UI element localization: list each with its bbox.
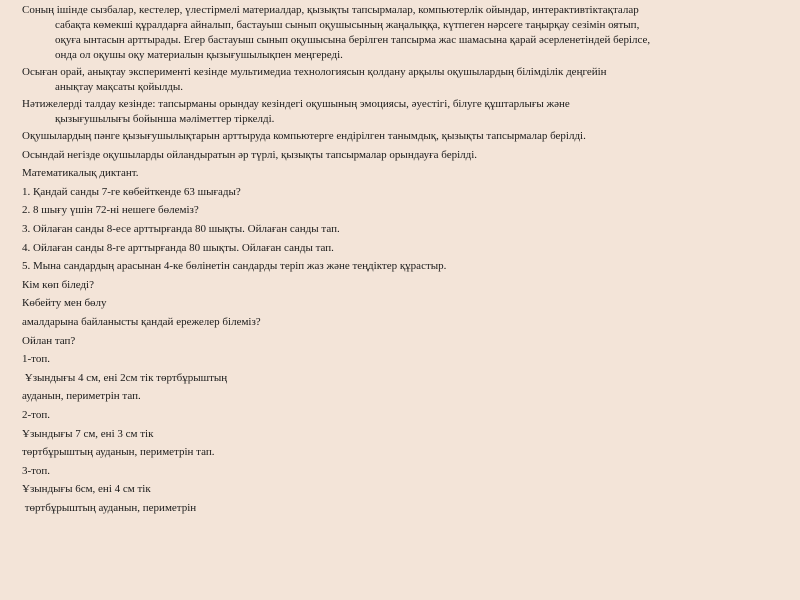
paragraph-line: оқуға ынтасын арттырады. Егер бастауыш сынып оқушысына берілген тапсырма жас шамасына қарай әсерленетіндей берілсе, [55, 34, 651, 46]
paragraph-line: қызығушылығы бойынша мәліметтер тіркелді. [55, 113, 275, 125]
text-line: амалдарына байланысты қандай ережелер білеміз? [22, 315, 261, 328]
text-line: Ұзындығы 6см, ені 4 см тік [22, 483, 151, 496]
paragraph-line: Осыған орай, анықтау эксперименті кезінде мультимедиа технологиясын қолдану арқылы оқушылардың білімділік деңгейін [22, 66, 607, 78]
text-line: 1. Қандай санды 7-ге көбейткенде 63 шығады? [22, 185, 241, 198]
paragraph-line: онда ол оқушы оқу материалын қызығушылықпен меңгереді. [55, 49, 343, 61]
text-line: төртбұрыштың ауданын, периметрін [22, 501, 197, 514]
paragraph-line: анықтау мақсаты қойылды. [55, 81, 184, 93]
paragraph-3 [22, 97, 782, 127]
text-line: Математикалық диктант. [22, 167, 139, 180]
text-line: Көбейту мен бөлу [22, 297, 107, 310]
text-line: ауданын, периметрін тап. [22, 390, 141, 403]
paragraph-line: сабақта көмекші құралдарға айналып, бастауыш сынып оқушысының жаңалыққа, күтпеген нәрсеге таңырқау сезімін оятып, [55, 19, 640, 31]
paragraph-1 [22, 3, 782, 63]
text-line: 3. Ойлаған санды 8-есе арттырғанда 80 шықты. Ойлаған санды тап. [22, 222, 340, 235]
text-line: 5. Мына сандардың арасынан 4-ке бөлінетін сандарды теріп жаз және теңдіктер құрастыр. [22, 260, 447, 273]
text-line: 3-топ. [22, 464, 50, 477]
text-line: Осындай негізде оқушыларды ойландыратын әр түрлі, қызықты тапсырмалар орындауға берілді. [22, 148, 478, 161]
paragraph-line: Нәтижелерді талдау кезінде: тапсырманы орындау кезіндегі оқушының эмоциясы, әуестігі, білуге құштарлығы және [22, 98, 570, 110]
text-line: Ұзындығы 7 см, ені 3 см тік [22, 427, 154, 440]
text-line: Оқушылардың пәнге қызығушылықтарын арттыруда компьютерге ендірілген танымдық, қызықты тапсырмалар берілді. [22, 130, 586, 142]
text-line: төртбұрыштың ауданын, периметрін тап. [22, 446, 215, 459]
text-line: Кім көп біледі? [22, 278, 94, 291]
text-line: 1-топ. [22, 353, 50, 366]
text-line: 4. Ойлаған санды 8-ге арттырғанда 80 шықты. Ойлаған санды тап. [22, 241, 334, 254]
text-line: 2. 8 шығу үшін 72-ні нешеге бөлеміз? [22, 204, 199, 217]
text-line: Ұзындығы 4 см, ені 2см тік төртбұрыштың [22, 371, 228, 384]
text-lines [22, 129, 782, 516]
text-line: 2-топ. [22, 408, 50, 421]
paragraph-2 [22, 65, 782, 95]
paragraph-line: Соның ішінде сызбалар, кестелер, үлестірмелі материалдар, қызықты тапсырмалар, компьютерлік ойындар, интерактивтіктақталар [22, 4, 639, 16]
text-line: Ойлан тап? [22, 334, 76, 347]
